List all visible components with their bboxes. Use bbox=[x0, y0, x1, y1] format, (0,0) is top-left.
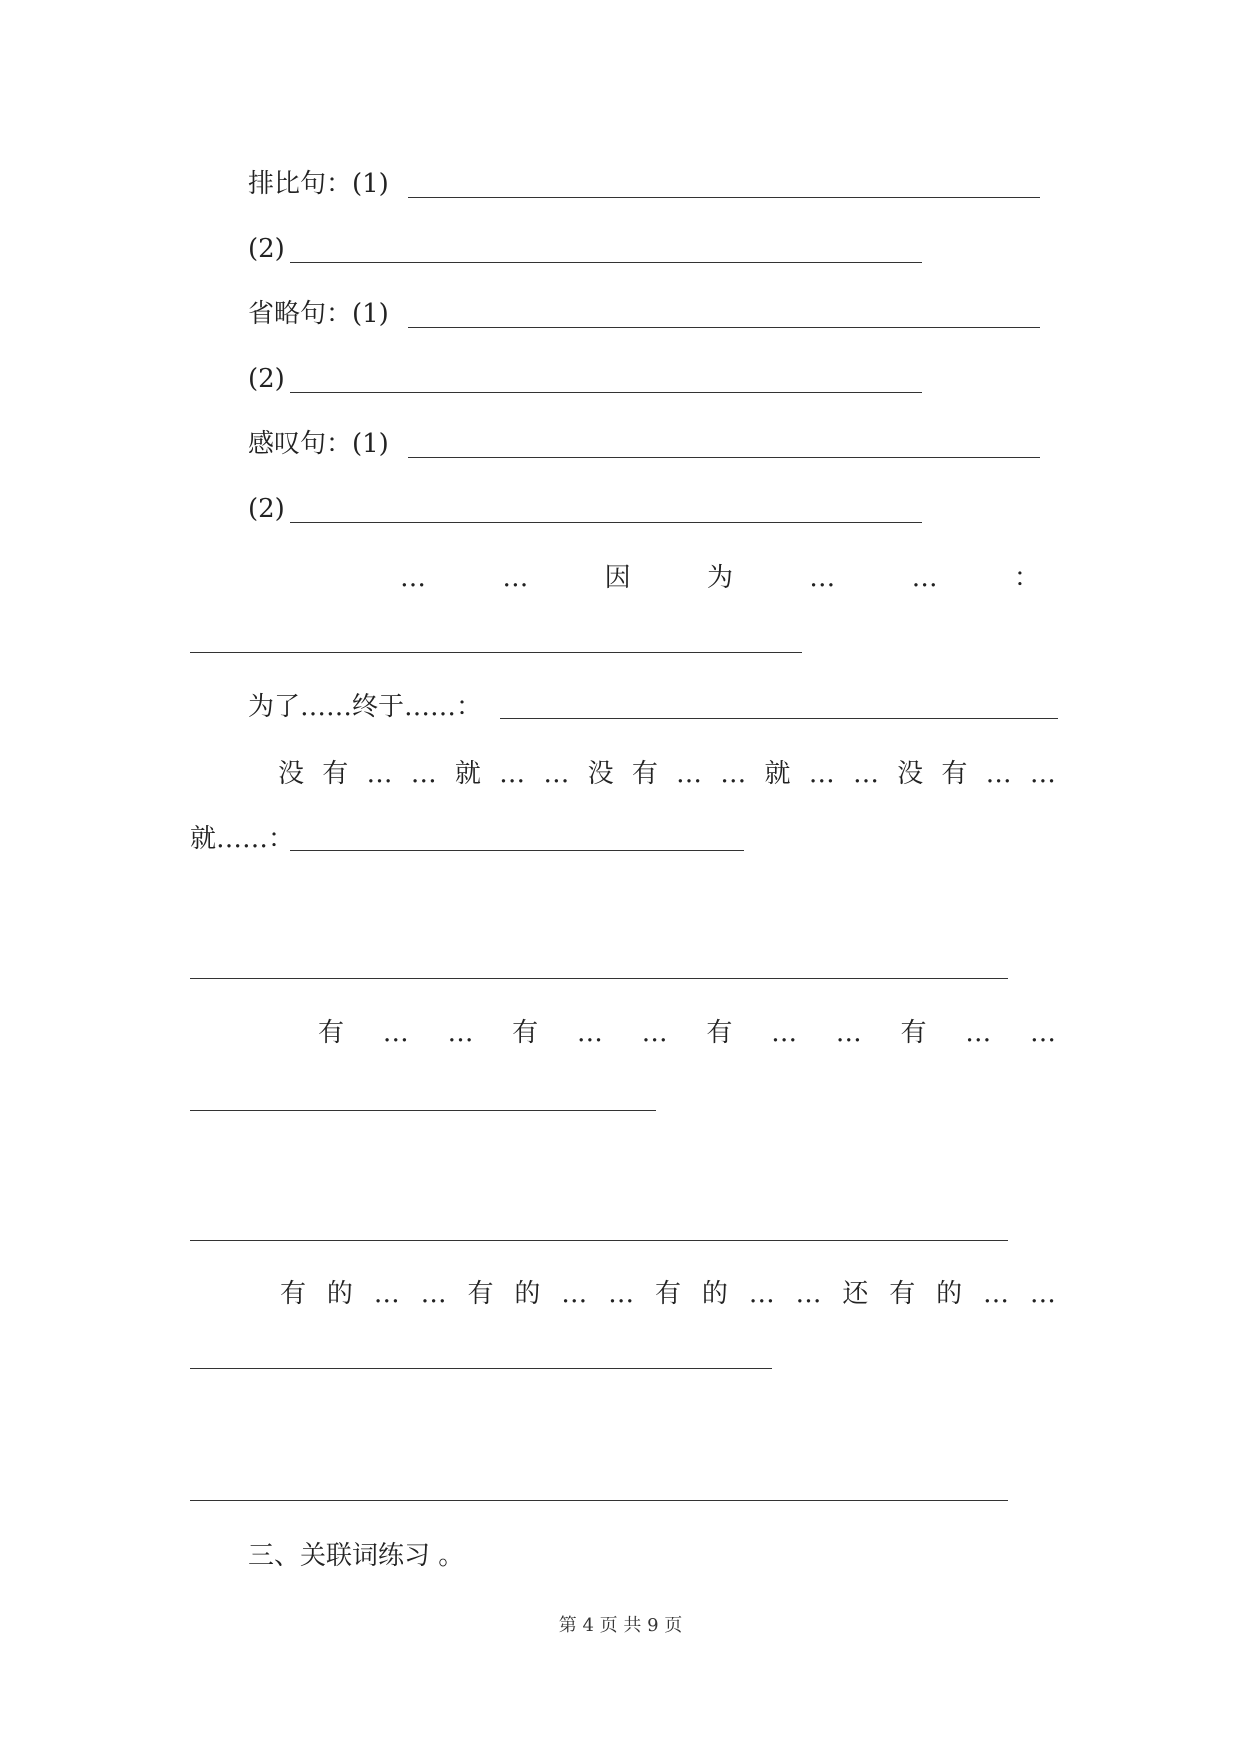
prompt-token: … bbox=[561, 1279, 588, 1309]
prompt-token: … bbox=[400, 563, 426, 593]
exclamation-label: 感叹句：(1) bbox=[248, 429, 389, 459]
answer-blank[interactable] bbox=[290, 392, 922, 393]
prompt-token: 因 bbox=[604, 563, 631, 593]
prompt-token: 还 bbox=[842, 1279, 869, 1309]
prompt-token: 的 bbox=[936, 1279, 963, 1309]
answer-blank[interactable] bbox=[408, 457, 1040, 458]
prompt-token: 的 bbox=[326, 1279, 353, 1309]
page-number: 第 4 页 共 9 页 bbox=[558, 1615, 683, 1636]
prompt-token: 的 bbox=[701, 1279, 728, 1309]
prompt-token: … bbox=[382, 1018, 409, 1048]
answer-blank[interactable] bbox=[190, 978, 1008, 979]
prompt-token: 有 bbox=[467, 1279, 494, 1309]
prompt-token: 有 bbox=[631, 759, 658, 789]
prompt-token: ： bbox=[1013, 563, 1040, 593]
prompt-token: 有 bbox=[900, 1018, 927, 1048]
prompt-token: … bbox=[965, 1018, 992, 1048]
prompt-token: 没 bbox=[278, 759, 305, 789]
some-prompt bbox=[280, 1277, 1056, 1311]
answer-blank[interactable] bbox=[290, 522, 922, 523]
prompt-token: 有 bbox=[322, 759, 349, 789]
prompt-token: … bbox=[410, 759, 437, 789]
prompt-token: … bbox=[543, 759, 570, 789]
prompt-token: … bbox=[771, 1018, 798, 1048]
because-prompt bbox=[400, 561, 1040, 595]
prompt-token: … bbox=[373, 1279, 400, 1309]
answer-blank[interactable] bbox=[190, 1368, 772, 1369]
prompt-token: 有 bbox=[941, 759, 968, 789]
in-order-to-prompt: 为了……终于……： bbox=[248, 692, 483, 722]
prompt-token: … bbox=[676, 759, 703, 789]
prompt-token: … bbox=[447, 1018, 474, 1048]
answer-blank[interactable] bbox=[190, 1240, 1008, 1241]
without-prompt bbox=[278, 757, 1056, 791]
answer-blank[interactable] bbox=[290, 262, 922, 263]
without-prompt-continued: 就……： bbox=[190, 824, 295, 854]
prompt-token: … bbox=[835, 1018, 862, 1048]
answer-blank[interactable] bbox=[190, 652, 802, 653]
prompt-token: … bbox=[576, 1018, 603, 1048]
prompt-token: 的 bbox=[514, 1279, 541, 1309]
prompt-token: 有 bbox=[318, 1018, 345, 1048]
prompt-token: 有 bbox=[706, 1018, 733, 1048]
prompt-token: … bbox=[1029, 1279, 1056, 1309]
exclamation-item-2: (2) bbox=[248, 494, 285, 524]
prompt-token: … bbox=[641, 1018, 668, 1048]
prompt-token: 有 bbox=[512, 1018, 539, 1048]
prompt-token: … bbox=[795, 1279, 822, 1309]
answer-blank[interactable] bbox=[190, 1110, 656, 1111]
prompt-token: … bbox=[420, 1279, 447, 1309]
have-prompt bbox=[318, 1016, 1056, 1050]
prompt-token: … bbox=[748, 1279, 775, 1309]
prompt-token: … bbox=[852, 759, 879, 789]
prompt-token: … bbox=[499, 759, 526, 789]
prompt-token: 为 bbox=[706, 563, 733, 593]
answer-blank[interactable] bbox=[408, 327, 1040, 328]
ellipsis-label: 省略句：(1) bbox=[248, 299, 389, 329]
prompt-token: … bbox=[983, 1279, 1010, 1309]
prompt-token: … bbox=[808, 759, 835, 789]
prompt-token: 没 bbox=[587, 759, 614, 789]
prompt-token: … bbox=[366, 759, 393, 789]
prompt-token: … bbox=[1029, 1018, 1056, 1048]
prompt-token: 就 bbox=[454, 759, 481, 789]
prompt-token: … bbox=[809, 563, 836, 593]
answer-blank[interactable] bbox=[190, 1500, 1008, 1501]
prompt-token: 有 bbox=[654, 1279, 681, 1309]
prompt-token: 就 bbox=[764, 759, 791, 789]
parallelism-label: 排比句：(1) bbox=[248, 169, 389, 199]
parallelism-item-2: (2) bbox=[248, 234, 285, 264]
prompt-token: … bbox=[985, 759, 1012, 789]
answer-blank[interactable] bbox=[500, 718, 1058, 719]
answer-blank[interactable] bbox=[290, 850, 744, 851]
prompt-token: 没 bbox=[897, 759, 924, 789]
prompt-token: … bbox=[502, 563, 529, 593]
ellipsis-item-2: (2) bbox=[248, 364, 285, 394]
prompt-token: … bbox=[720, 759, 747, 789]
prompt-token: 有 bbox=[889, 1279, 916, 1309]
prompt-token: … bbox=[608, 1279, 635, 1309]
prompt-token: 有 bbox=[280, 1279, 307, 1309]
answer-blank[interactable] bbox=[408, 197, 1040, 198]
prompt-token: … bbox=[911, 563, 938, 593]
section-heading: 三、关联词练习 。 bbox=[248, 1541, 465, 1571]
prompt-token: … bbox=[1029, 759, 1056, 789]
